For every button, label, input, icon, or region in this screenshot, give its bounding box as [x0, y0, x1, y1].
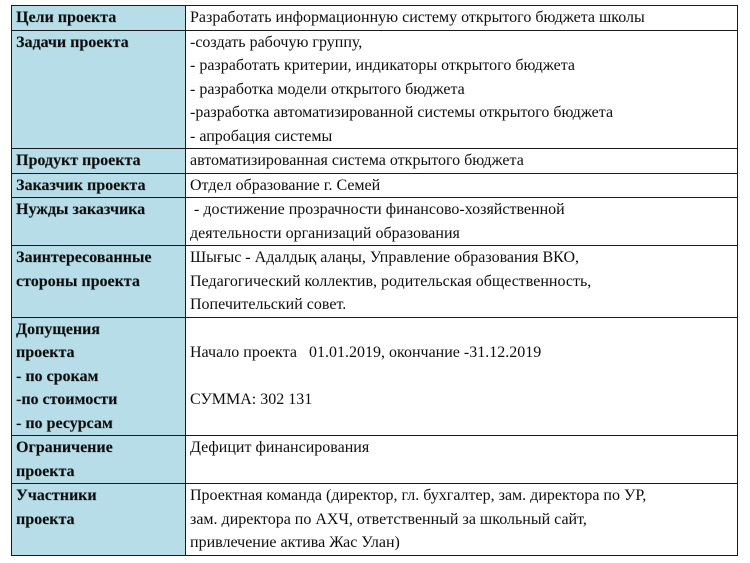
project-charter-table — [11, 5, 738, 556]
table-row — [12, 198, 738, 246]
label-line: Нужды заказчика — [16, 201, 146, 218]
value-line: Шығыс - Адалдық алаңы, Управление образования ВКО, — [190, 249, 579, 266]
value-line: зам. директора по АХЧ, ответственный за школьный сайт, — [190, 510, 587, 528]
row-value-stakeholders — [186, 246, 738, 318]
row-value-product — [186, 149, 738, 174]
label-line: проекта — [16, 344, 75, 361]
table-row — [12, 484, 738, 556]
row-value-goals — [186, 6, 738, 31]
row-value-constraints — [186, 436, 738, 484]
label-line: Задачи проекта — [16, 33, 129, 51]
value-line: СУММА: 302 131 — [190, 391, 313, 408]
label-line: - по ресурсам — [16, 414, 113, 432]
value-line: Педагогический коллектив, родительская общественность, — [190, 272, 592, 290]
label-line: - по срокам — [16, 367, 99, 385]
value-line: Попечительский совет. — [190, 296, 347, 313]
row-value-tasks — [186, 30, 738, 149]
blank-line — [190, 365, 733, 389]
label-line: -по стоимости — [16, 391, 118, 408]
row-label-product — [12, 149, 186, 174]
row-label-participants — [12, 484, 186, 556]
row-label-customer-needs — [12, 198, 186, 246]
table-row — [12, 317, 738, 436]
value-line: -разработка автоматизированной системы открытого бюджета — [190, 104, 614, 121]
row-value-assumptions — [186, 317, 738, 436]
row-value-customer-needs — [186, 198, 738, 246]
label-line: проекта — [16, 510, 75, 528]
label-line: Заказчик проекта — [16, 176, 146, 194]
value-line: автоматизированная система открытого бюджета — [190, 152, 524, 169]
value-line: Разработать информационную систему открытого бюджета школы — [190, 9, 645, 26]
row-value-participants — [186, 484, 738, 556]
value-line: привлечение актива Жас Улан) — [190, 534, 400, 551]
value-line: -создать рабочую группу, — [190, 33, 363, 51]
row-label-constraints — [12, 436, 186, 484]
label-line: Ограничение — [16, 439, 113, 456]
value-line: - разработать критерии, индикаторы открытого бюджета — [190, 57, 575, 74]
value-line: Дефицит финансирования — [190, 439, 370, 456]
row-label-assumptions — [12, 317, 186, 436]
label-line: проекта — [16, 462, 75, 480]
row-label-goals — [12, 6, 186, 31]
table-row — [12, 173, 738, 198]
value-line: - достижение прозрачности финансово-хозяйственной — [190, 201, 565, 218]
table-row — [12, 246, 738, 318]
row-label-stakeholders — [12, 246, 186, 318]
row-label-customer — [12, 173, 186, 198]
value-line: - апробация системы — [190, 127, 333, 145]
value-line: Начало проекта 01.01.2019, окончание -31.12.2019 — [190, 344, 542, 361]
label-line: Допущения — [16, 320, 100, 338]
label-line: Участники — [16, 487, 97, 504]
table-row — [12, 6, 738, 31]
value-line: деятельности организаций образования — [190, 224, 460, 242]
value-line: Проектная команда (директор, гл. бухгалтер, зам. директора по УР, — [190, 487, 647, 504]
label-line: стороны проекта — [16, 272, 140, 290]
row-value-customer — [186, 173, 738, 198]
value-line: - разработка модели открытого бюджета — [190, 80, 465, 98]
table-row — [12, 436, 738, 484]
blank-line — [190, 318, 733, 342]
table-row — [12, 30, 738, 149]
label-line: Цели проекта — [16, 9, 117, 26]
value-line: Отдел образование г. Семей — [190, 176, 381, 194]
row-label-tasks — [12, 30, 186, 149]
label-line: Заинтересованные — [16, 249, 152, 266]
label-line: Продукт проекта — [16, 152, 141, 169]
table-row — [12, 149, 738, 174]
